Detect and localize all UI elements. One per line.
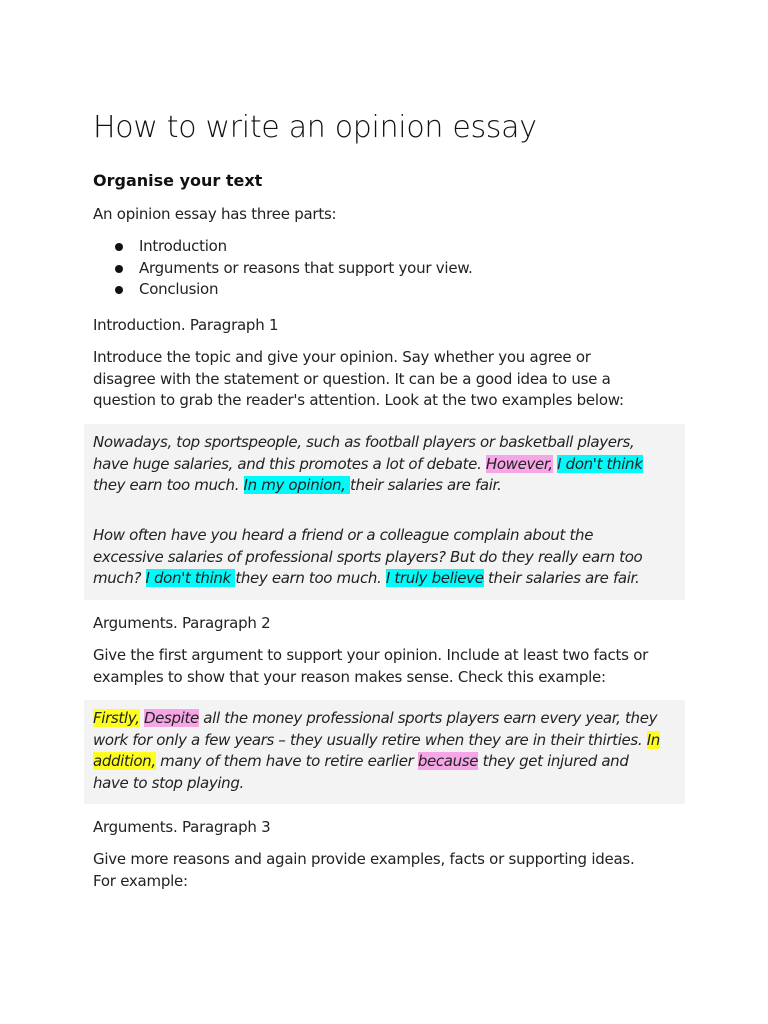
parts-list bbox=[93, 236, 472, 301]
bullet-icon bbox=[115, 243, 123, 251]
list-item: Introduction bbox=[93, 236, 472, 258]
highlight-in-my-opinion: In my opinion, bbox=[243, 476, 351, 494]
page-title: How to write an opinion essay bbox=[93, 110, 537, 145]
list-item: Conclusion bbox=[93, 279, 472, 301]
paragraph-1-instructions: Introduce the topic and give your opinion. Say whether you agree or disagree with the statement or question. It can be a good idea to use a question to grab the reader's attention. Look at the two examples below: bbox=[93, 348, 624, 409]
example-2-text: How often have you heard a friend or a colleague complain about the excessive salaries of professional sports players? But do they really earn too much? I don't think they earn too much. I truly believe their salaries are fair. bbox=[93, 526, 643, 587]
highlight-because: because bbox=[417, 752, 479, 770]
paragraph-3-label: Arguments. Paragraph 3 bbox=[93, 818, 271, 836]
example-1-text: Nowadays, top sportspeople, such as football players or basketball players, have huge salaries, and this promotes a lot of debate. However, I don't think they earn too much. In my opinion, their salaries are fair. bbox=[93, 433, 643, 494]
paragraph-2-label: Arguments. Paragraph 2 bbox=[93, 614, 271, 632]
intro-line: An opinion essay has three parts: bbox=[93, 205, 337, 223]
example-3-text: Firstly, Despite all the money professional sports players earn every year, they work for only a few years – they usually retire when they are in their thirties. In addition, many of them have to retire earlier because they get injured and have to stop playing. bbox=[93, 709, 660, 792]
highlight-however: However, bbox=[485, 454, 553, 473]
list-item: Arguments or reasons that support your view. bbox=[93, 258, 472, 280]
highlight-i-truly-believe: I truly believe bbox=[385, 569, 484, 587]
section-heading: Organise your text bbox=[93, 171, 263, 190]
highlight-i-dont-think: I don't think bbox=[145, 569, 236, 587]
highlight-in-addition: In bbox=[646, 730, 660, 749]
highlight-despite: Despite bbox=[143, 709, 199, 727]
bullet-icon bbox=[115, 265, 123, 273]
highlight-i-dont-think: I don't think bbox=[557, 454, 643, 473]
bullet-icon bbox=[115, 286, 123, 294]
paragraph-2-instructions: Give the first argument to support your opinion. Include at least two facts or examples to show that your reason makes sense. Check this example: bbox=[93, 646, 649, 686]
highlight-in-addition: addition, bbox=[93, 752, 156, 770]
paragraph-3-instructions: Give more reasons and again provide examples, facts or supporting ideas. For example: bbox=[93, 850, 635, 890]
paragraph-1-label: Introduction. Paragraph 1 bbox=[93, 316, 279, 334]
highlight-firstly: Firstly, bbox=[93, 709, 140, 727]
